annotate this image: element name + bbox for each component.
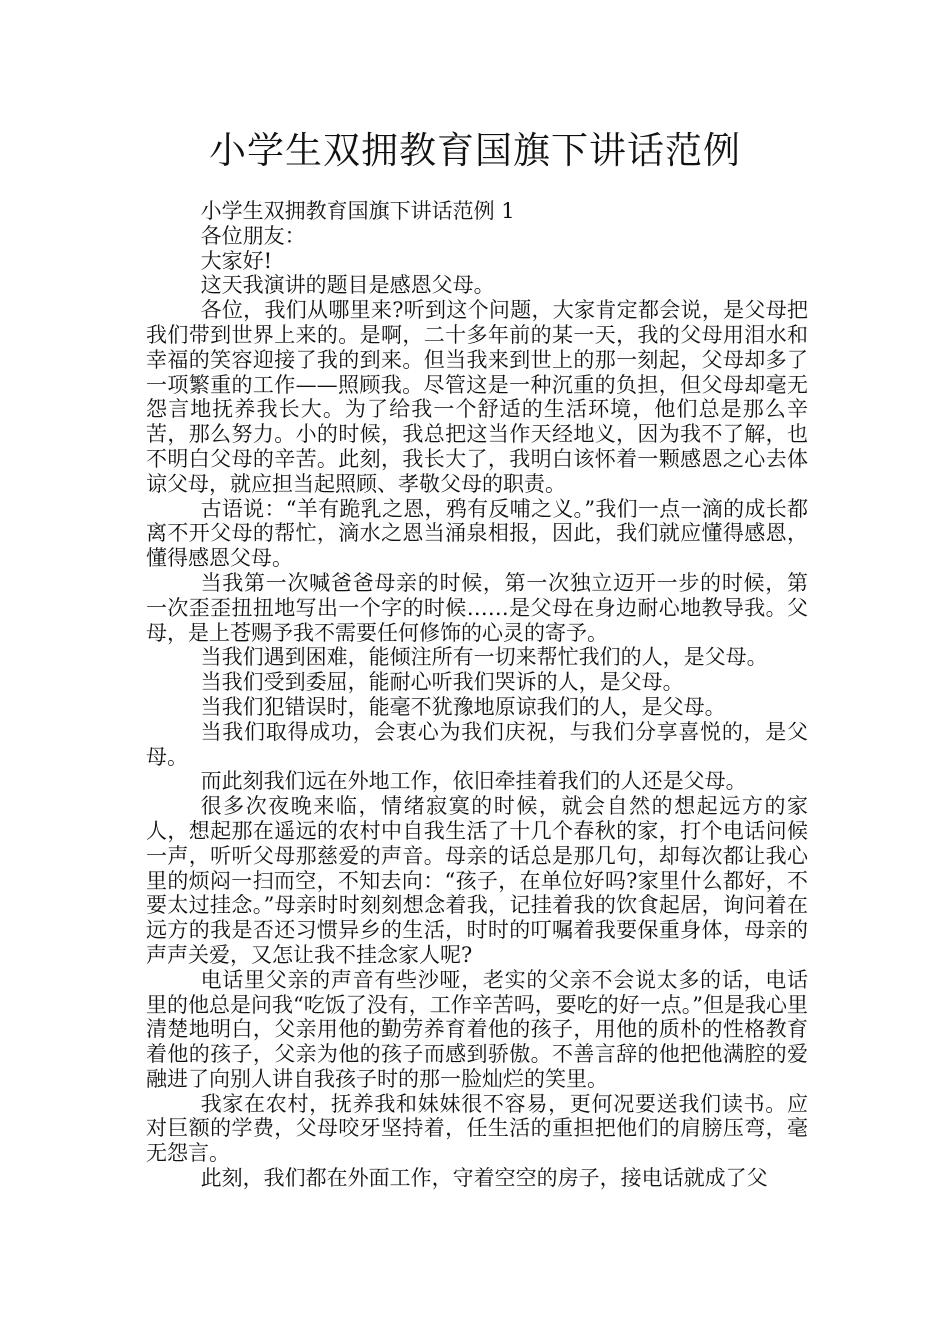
paragraph: 古语说：“羊有跪乳之恩，鸦有反哺之义。”我们一点一滴的成长都离不开父母的帮忙，滴水之恩当涌泉相报，因此，我们就应懂得感恩，懂得感恩父母。 <box>146 496 808 571</box>
greeting: 大家好! <box>200 248 273 273</box>
paragraph: 各位，我们从哪里来?听到这个问题，大家肯定都会说，是父母把我们带到世界上来的。是啊，二十多年前的某一天，我的父母用泪水和幸福的笑容迎接了我的到来。但当我来到世上的那一刻起，父母却多了一项繁重的工作——照顾我。尽管这是一种沉重的负担，但父母却毫无怨言地抚养我长大。为了给我一个舒适的生活环境，他们总是那么辛苦，那么努力。小的时候，我总把这当作天经地义，因为我不了解，也不明白父母的辛苦。此刻，我长大了，我明白该怀着一颗感恩之心去体谅父母，就应担当起照顾、孝敬父母的职责。 <box>146 298 808 496</box>
speech-subtitle: 小学生双拥教育国旗下讲话范例 1 <box>200 199 515 223</box>
paragraph: 而此刻我们远在外地工作，依旧牵挂着我们的人还是父母。 <box>200 769 747 794</box>
paragraph: 当我们受到委屈，能耐心听我们哭诉的人，是父母。 <box>200 670 684 695</box>
paragraph: 当我第一次喊爸爸母亲的时候，第一次独立迈开一步的时候，第一次歪歪扭扭地写出一个字的时候……是父母在身边耐心地教导我。父母，是上苍赐予我不需要任何修饰的心灵的寄予。 <box>146 570 808 645</box>
salutation: 各位朋友： <box>200 223 306 248</box>
paragraph: 当我们犯错误时，能毫不犹豫地原谅我们的人，是父母。 <box>200 694 726 719</box>
paragraph: 很多次夜晚来临，情绪寂寞的时候，就会自然的想起远方的家人，想起那在遥远的农村中自我生活了十几个春秋的家，打个电话问候一声，听听父母那慈爱的声音。母亲的话总是那几句，却每次都让我心里的烦闷一扫而空，不知去向：“孩子，在单位好吗?家里什么都好，不要太过挂念。”母亲时时刻刻想念着我，记挂着我的饮食起居，询问着在远方的我是否还习惯异乡的生活，时时的叮嘱着我要保重身体，母亲的声声关爱，又怎让我不挂念家人呢? <box>146 794 808 967</box>
paragraph: 当我们遇到困难，能倾注所有一切来帮忙我们的人，是父母。 <box>200 645 768 670</box>
paragraph: 此刻，我们都在外面工作，守着空空的房子，接电话就成了父 <box>200 1166 768 1191</box>
paragraph: 我家在农村，抚养我和妹妹很不容易，更何况要送我们读书。应对巨额的学费，父母咬牙坚持着，任生活的重担把他们的肩膀压弯，毫无怨言。 <box>146 1091 808 1166</box>
document-body <box>146 199 808 1191</box>
document-title: 小学生双拥教育国旗下讲话范例 <box>209 129 741 172</box>
paragraph: 电话里父亲的声音有些沙哑，老实的父亲不会说太多的话，电话里的他总是问我“吃饭了没有，工作辛苦吗，要吃的好一点。”但是我心里清楚地明白，父亲用他的勤劳养育着他的孩子，用他的质朴的性格教育着他的孩子，父亲为他的孩子而感到骄傲。不善言辞的他把他满腔的爱融进了向别人讲自我孩子时的那一脸灿烂的笑里。 <box>146 967 808 1091</box>
speech-topic: 这天我演讲的题目是感恩父母。 <box>200 273 495 298</box>
paragraph: 当我们取得成功，会衷心为我们庆祝，与我们分享喜悦的，是父母。 <box>146 719 808 769</box>
